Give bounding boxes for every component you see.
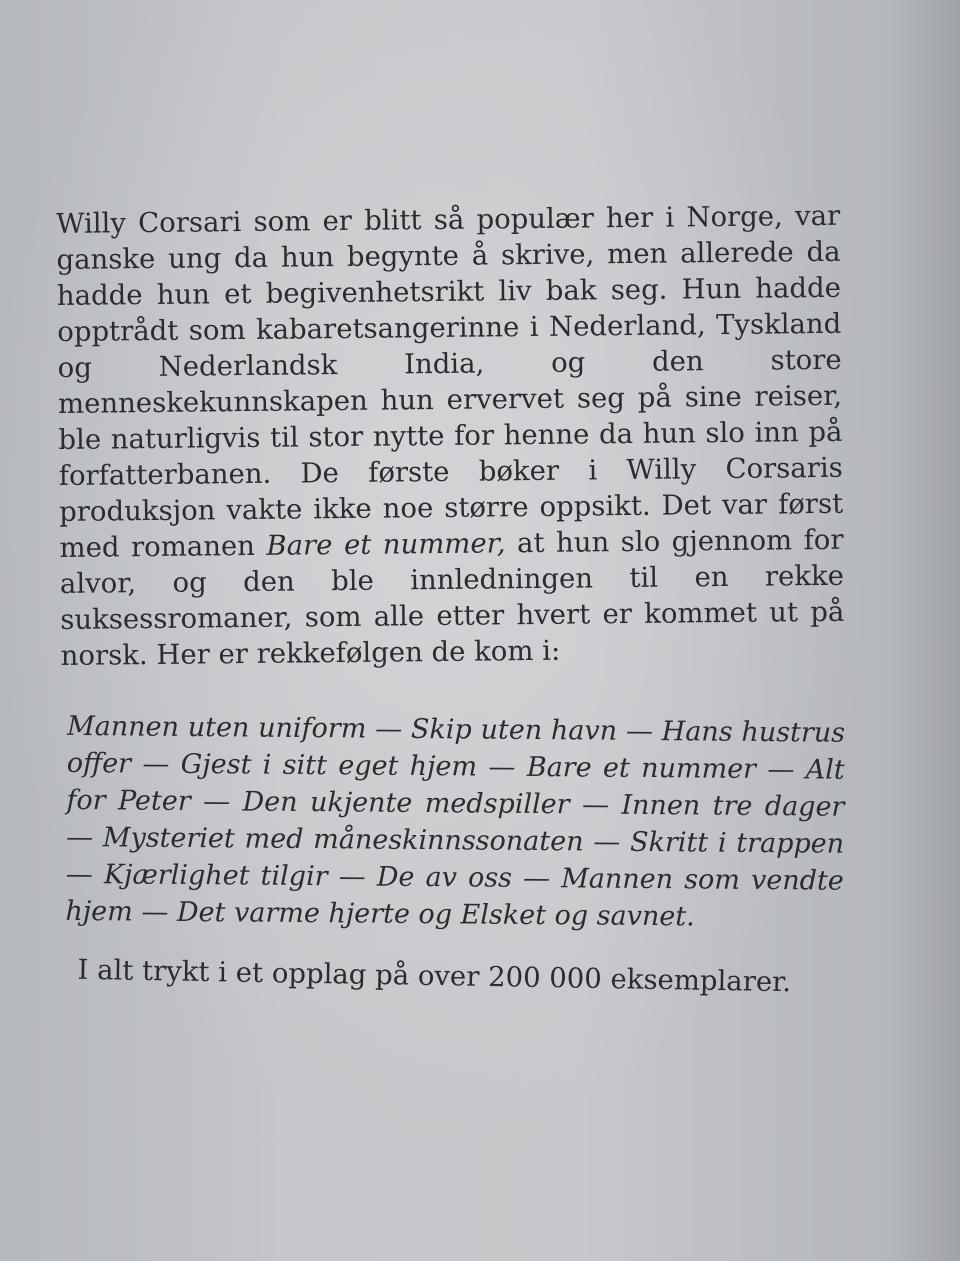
titles-list: Mannen uten uniform — Skip uten havn — Hans hustrus offer — Gjest i sitt eget hjem — Bare et nummer — Alt for Peter — Den ukjente medspiller — Innen tre dager — Mysteriet med måneskinnssonaten — Skritt i trappen — Kjærlighet tilgir — De av oss — Mannen som vendte hjem — Det varme hjerte og Elsket og savnet. bbox=[65, 710, 846, 933]
intro-italic-title: Bare et nummer, bbox=[266, 527, 506, 562]
print-run-note: I alt trykt i et opplag på over 200 000 eksemplarer. bbox=[77, 953, 792, 999]
page-edge-shadow bbox=[890, 0, 960, 1261]
intro-text-end: at hun slo gjennom for alvor, og den ble innledningen til en rekke suksessromaner, som alle etter hvert er kommet ut på norsk. Her er rekkefølgen de kom i: bbox=[59, 523, 845, 672]
intro-paragraph bbox=[56, 198, 845, 674]
intro-text-start: Willy Corsari som er blitt så populær her i Norge, var ganske ung da hun begynte å skrive, men allerede da hadde hun et begivenhetsrikt liv bak seg. Hun hadde opptrådt som kabaretsangerinne i Nederland, Tyskland og Nederlandsk India, og den store menneskekunnskapen hun ervervet seg på sine reiser, ble naturligvis til stor nytte for henne da hun slo inn på forfatterbanen. De første bøker i Willy Corsaris produksjon vakte ikke noe større oppsikt. Det var først med romanen bbox=[56, 199, 844, 564]
text-block bbox=[56, 198, 848, 999]
